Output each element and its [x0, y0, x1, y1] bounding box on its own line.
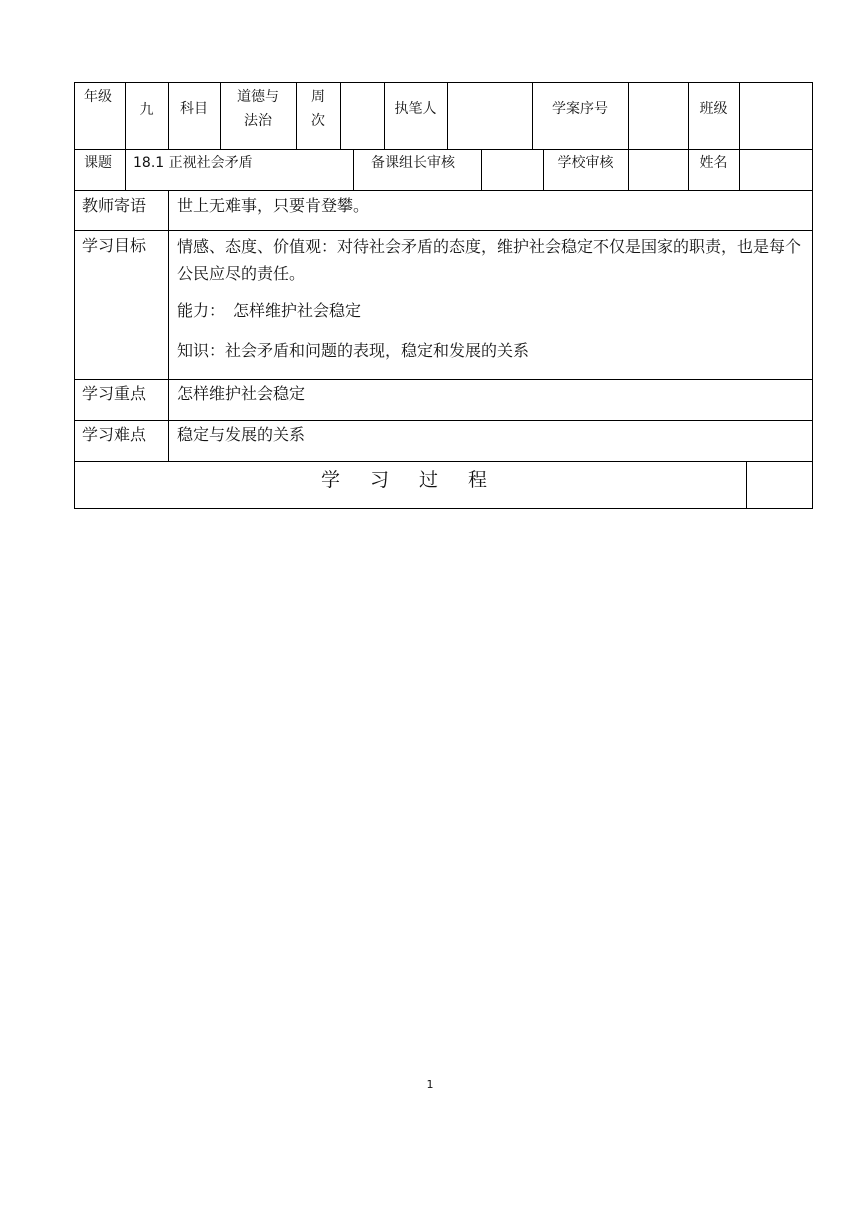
col-divider [481, 149, 482, 190]
objectives-ability: 能力： 怎样维护社会稳定 [177, 301, 362, 320]
topic-label: 课题 [84, 155, 112, 171]
school-review-label: 学校审核 [557, 155, 614, 171]
group-review-label: 备课组长审核 [371, 155, 455, 171]
col-divider [168, 190, 169, 461]
grade-label: 年级 [84, 89, 112, 105]
learning-process-title: 学 习 过 程 [320, 469, 500, 491]
class-label: 班级 [699, 101, 728, 117]
teacher-message-text: 世上无难事，只要肯登攀。 [177, 196, 370, 215]
col-divider [628, 82, 629, 149]
row-divider [74, 230, 813, 231]
row-divider [74, 379, 813, 380]
difficulty-text: 稳定与发展的关系 [177, 425, 306, 444]
plan-number-label: 学案序号 [552, 101, 608, 117]
col-divider [628, 149, 629, 190]
col-divider [447, 82, 448, 149]
topic-value: 18.1 正视社会矛盾 [133, 155, 253, 171]
row-divider [74, 461, 813, 462]
author-label: 执笔人 [394, 101, 437, 117]
col-divider [739, 149, 740, 190]
key-point-label: 学习重点 [82, 384, 147, 403]
week-label-line2: 次 [311, 113, 325, 129]
subject-value-line2: 法治 [244, 113, 272, 129]
week-label-line1: 周 [311, 89, 325, 105]
col-divider [746, 461, 747, 509]
objectives-knowledge: 知识：社会矛盾和问题的表现，稳定和发展的关系 [177, 341, 530, 360]
col-divider [353, 149, 354, 190]
difficulty-label: 学习难点 [82, 425, 147, 444]
subject-value-line1: 道德与 [237, 89, 279, 105]
teacher-message-label: 教师寄语 [82, 196, 147, 215]
objectives-emotion: 情感、态度、价值观：对待社会矛盾的态度，维护社会稳定不仅是国家的职责，也是每个公民应尽的责任。 [177, 237, 802, 283]
col-divider [340, 82, 341, 149]
objectives-label: 学习目标 [82, 236, 147, 255]
col-divider [125, 149, 126, 190]
key-point-text: 怎样维护社会稳定 [177, 384, 306, 403]
subject-label: 科目 [180, 101, 208, 117]
name-label: 姓名 [699, 155, 728, 171]
row-divider [74, 149, 813, 150]
row-divider [74, 190, 813, 191]
grade-value: 九 [139, 102, 154, 118]
page-number: 1 [426, 1078, 434, 1091]
row-divider [74, 420, 813, 421]
col-divider [739, 82, 740, 149]
